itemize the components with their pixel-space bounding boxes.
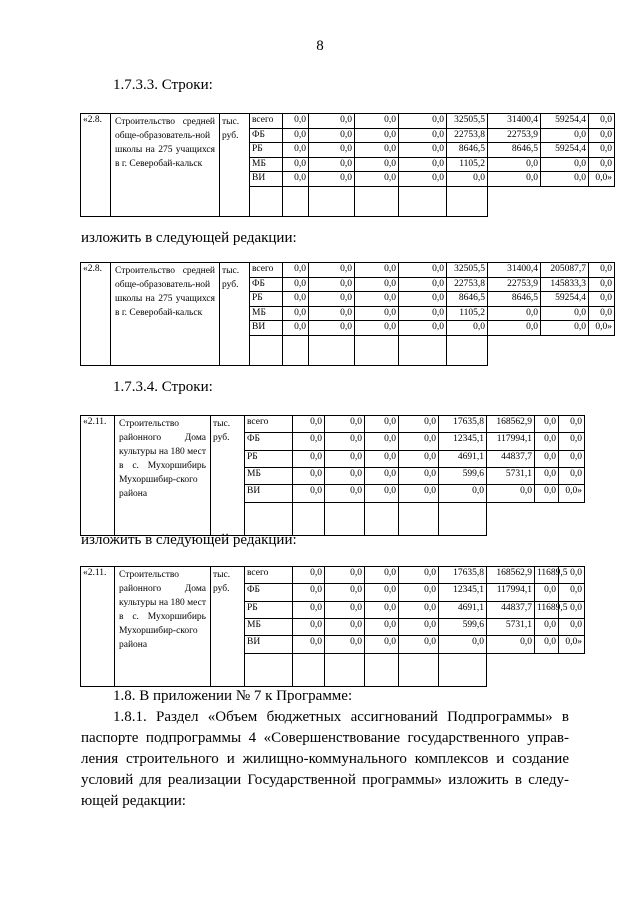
cell-value: 0,0 — [309, 277, 355, 292]
cell-value: 0,0» — [559, 485, 585, 502]
cell-value: 31400,4 — [488, 263, 541, 278]
cell-value: 11689,5 — [535, 601, 559, 618]
cell-value: 0,0 — [559, 433, 585, 450]
cell-value: 0,0 — [399, 601, 439, 618]
table-filler-row — [81, 653, 585, 686]
cell-value: 0,0 — [589, 263, 615, 278]
budget-table-2-8-new — [80, 262, 615, 366]
cell-value: 11689,5 — [535, 567, 559, 584]
cell-value: 0,0 — [541, 128, 589, 143]
cell-value: 0,0 — [325, 618, 365, 635]
cell-desc: Строительство средней обще-образователь-ной школы на 275 учащихся в г. Северобай-кальск — [111, 114, 220, 187]
empty-cell — [365, 502, 399, 535]
budget-table-2-8-old — [80, 113, 615, 217]
empty-cell — [293, 653, 325, 686]
replacement-note-1: изложить в следующей редакции: — [81, 230, 297, 246]
cell-source: МБ — [250, 157, 283, 172]
cell-value: 0,0 — [447, 172, 488, 187]
empty-cell — [211, 502, 245, 535]
cell-value: 0,0 — [399, 450, 439, 467]
cell-value: 0,0 — [293, 450, 325, 467]
cell-value: 0,0 — [293, 485, 325, 502]
cell-value: 0,0 — [589, 306, 615, 321]
cell-source: ВИ — [250, 321, 283, 336]
empty-cell — [115, 502, 211, 535]
cell-value: 8646,5 — [447, 143, 488, 158]
empty-cell — [325, 653, 365, 686]
cell-value: 0,0 — [365, 416, 399, 433]
cell-value: 0,0 — [365, 618, 399, 635]
cell-value: 0,0 — [325, 416, 365, 433]
cell-value: 0,0 — [399, 636, 439, 653]
cell-value: 0,0 — [293, 618, 325, 635]
cell-value: 0,0 — [309, 128, 355, 143]
section-heading-1-7-3-4: 1.7.3.4. Строки: — [113, 379, 213, 395]
empty-cell — [355, 186, 399, 216]
cell-value: 0,0 — [399, 172, 447, 187]
cell-num: «2.11. — [81, 416, 115, 503]
cell-num: «2.11. — [81, 567, 115, 654]
cell-value: 0,0 — [355, 114, 399, 129]
section-heading-1-7-3-3: 1.7.3.3. Строки: — [113, 77, 213, 93]
cell-value: 0,0 — [309, 172, 355, 187]
cell-value: 0,0 — [535, 485, 559, 502]
cell-value: 205087,7 — [541, 263, 589, 278]
cell-desc: Строительство средней обще-образователь-ной школы на 275 учащихся в г. Северобай-кальск — [111, 263, 220, 336]
cell-value: 17635,8 — [439, 416, 487, 433]
cell-value: 0,0 — [293, 601, 325, 618]
budget-table-2-11-old — [80, 415, 585, 536]
cell-value: 44837,7 — [487, 450, 535, 467]
cell-value: 0,0 — [355, 306, 399, 321]
cell-value: 0,0 — [309, 114, 355, 129]
cell-value: 0,0 — [325, 636, 365, 653]
cell-value: 22753,8 — [447, 277, 488, 292]
cell-value: 0,0 — [325, 485, 365, 502]
cell-source: РБ — [250, 143, 283, 158]
empty-cell — [439, 502, 487, 535]
budget-table-2-11-new — [80, 566, 585, 687]
cell-value: 168562,9 — [487, 416, 535, 433]
cell-source: всего — [245, 416, 293, 433]
cell-value: 117994,1 — [487, 584, 535, 601]
cell-value: 0,0 — [309, 292, 355, 307]
cell-value: 0,0 — [283, 277, 309, 292]
empty-cell — [250, 186, 283, 216]
empty-cell — [220, 186, 250, 216]
cell-source: ФБ — [250, 277, 283, 292]
paragraph-1-8: 1.8. В приложении № 7 к Программе: — [113, 688, 353, 704]
cell-source: всего — [250, 114, 283, 129]
empty-cell — [211, 653, 245, 686]
cell-value: 145833,3 — [541, 277, 589, 292]
cell-value: 0,0 — [355, 128, 399, 143]
cell-source: МБ — [245, 467, 293, 484]
cell-value: 0,0 — [535, 467, 559, 484]
cell-num: «2.8. — [81, 114, 111, 187]
cell-source: ФБ — [245, 433, 293, 450]
cell-value: 0,0 — [559, 467, 585, 484]
cell-value: 0,0 — [283, 114, 309, 129]
cell-value: 0,0 — [365, 601, 399, 618]
cell-value: 0,0 — [283, 172, 309, 187]
cell-value: 0,0 — [535, 618, 559, 635]
cell-unit: тыс. руб. — [211, 567, 245, 654]
cell-value: 0,0 — [365, 584, 399, 601]
cell-value: 0,0 — [399, 292, 447, 307]
cell-value: 0,0 — [293, 467, 325, 484]
cell-value: 0,0 — [365, 485, 399, 502]
cell-value: 0,0 — [399, 433, 439, 450]
cell-value: 0,0 — [309, 143, 355, 158]
cell-value: 0,0 — [399, 567, 439, 584]
cell-value: 599,6 — [439, 618, 487, 635]
cell-value: 0,0 — [541, 306, 589, 321]
cell-value: 5731,1 — [487, 618, 535, 635]
cell-unit: тыс. руб. — [220, 263, 250, 336]
cell-value: 17635,8 — [439, 567, 487, 584]
cell-value: 0,0 — [399, 321, 447, 336]
empty-cell — [399, 186, 447, 216]
empty-cell — [81, 335, 111, 365]
cell-value: 0,0 — [399, 306, 447, 321]
cell-desc: Строительство районного Дома культуры на 180 мест в с. Мухоршибирь Мухоршибир-ского района — [115, 567, 211, 654]
cell-value: 0,0 — [589, 114, 615, 129]
empty-cell — [447, 186, 488, 216]
cell-value: 0,0 — [559, 618, 585, 635]
empty-cell — [309, 186, 355, 216]
cell-value: 0,0 — [293, 636, 325, 653]
empty-cell — [250, 335, 283, 365]
cell-value: 0,0 — [365, 433, 399, 450]
cell-value: 0,0 — [325, 601, 365, 618]
cell-desc: Строительство районного Дома культуры на 180 мест в с. Мухоршибирь Мухоршибир-ского района — [115, 416, 211, 503]
cell-value: 31400,4 — [488, 114, 541, 129]
table-filler-row — [81, 335, 615, 365]
cell-value: 0,0 — [283, 263, 309, 278]
cell-value: 0,0 — [399, 416, 439, 433]
cell-value: 599,6 — [439, 467, 487, 484]
empty-cell — [399, 653, 439, 686]
cell-value: 0,0 — [309, 263, 355, 278]
cell-value: 8646,5 — [488, 292, 541, 307]
cell-value: 0,0 — [399, 485, 439, 502]
cell-value: 0,0 — [283, 143, 309, 158]
cell-value: 0,0 — [399, 618, 439, 635]
empty-cell — [447, 335, 488, 365]
cell-value: 0,0 — [325, 467, 365, 484]
cell-value: 0,0 — [399, 114, 447, 129]
cell-value: 0,0 — [399, 157, 447, 172]
cell-value: 4691,1 — [439, 601, 487, 618]
cell-value: 0,0 — [293, 433, 325, 450]
cell-value: 0,0 — [283, 128, 309, 143]
cell-source: ВИ — [250, 172, 283, 187]
cell-source: ВИ — [245, 636, 293, 653]
cell-value: 0,0 — [399, 584, 439, 601]
cell-value: 5731,1 — [487, 467, 535, 484]
cell-value: 0,0 — [541, 321, 589, 336]
cell-value: 0,0 — [309, 321, 355, 336]
cell-value: 0,0 — [535, 584, 559, 601]
cell-value: 117994,1 — [487, 433, 535, 450]
cell-value: 0,0 — [309, 306, 355, 321]
table-filler-row — [81, 186, 615, 216]
empty-cell — [439, 653, 487, 686]
cell-value: 0,0 — [365, 636, 399, 653]
cell-value: 59254,4 — [541, 292, 589, 307]
empty-cell — [365, 653, 399, 686]
cell-source: ФБ — [250, 128, 283, 143]
cell-source: всего — [250, 263, 283, 278]
cell-source: ВИ — [245, 485, 293, 502]
cell-source: РБ — [245, 450, 293, 467]
cell-source: РБ — [245, 601, 293, 618]
empty-cell — [399, 335, 447, 365]
cell-value: 0,0» — [559, 636, 585, 653]
cell-value: 0,0 — [541, 172, 589, 187]
cell-value: 168562,9 — [487, 567, 535, 584]
paragraph-1-8-1: 1.8.1. Раздел «Объем бюджетных ассигнований Подпрограммы» в паспорте подпрограммы 4 «Совершенствование государственного управ-ления строительного и жилищно-коммунального комплексов и создание условий для реализации Государственной программы» изложить в следу-ющей редакции: — [81, 709, 569, 809]
cell-value: 0,0» — [589, 172, 615, 187]
cell-value: 4691,1 — [439, 450, 487, 467]
cell-value: 0,0 — [488, 172, 541, 187]
cell-value: 0,0 — [488, 306, 541, 321]
body-text — [81, 686, 569, 812]
empty-cell — [293, 502, 325, 535]
cell-value: 59254,4 — [541, 114, 589, 129]
cell-value: 0,0 — [535, 416, 559, 433]
empty-cell — [115, 653, 211, 686]
cell-source: всего — [245, 567, 293, 584]
empty-cell — [245, 502, 293, 535]
cell-value: 0,0 — [293, 584, 325, 601]
cell-value: 0,0 — [488, 157, 541, 172]
cell-value: 0,0 — [283, 157, 309, 172]
cell-value: 0,0 — [439, 636, 487, 653]
cell-value: 22753,9 — [488, 128, 541, 143]
cell-value: 0,0 — [293, 416, 325, 433]
cell-value: 0,0 — [365, 450, 399, 467]
cell-value: 0,0 — [399, 467, 439, 484]
cell-source: РБ — [250, 292, 283, 307]
cell-value: 0,0 — [355, 263, 399, 278]
cell-value: 0,0 — [487, 485, 535, 502]
cell-value: 0,0 — [365, 467, 399, 484]
cell-value: 0,0 — [589, 157, 615, 172]
cell-value: 44837,7 — [487, 601, 535, 618]
cell-source: ФБ — [245, 584, 293, 601]
cell-value: 0,0 — [559, 450, 585, 467]
cell-value: 0,0 — [559, 567, 585, 584]
cell-value: 0,0 — [589, 292, 615, 307]
empty-cell — [81, 186, 111, 216]
cell-value: 12345,1 — [439, 433, 487, 450]
replacement-note-2: изложить в следующей редакции: — [81, 532, 297, 548]
cell-value: 0,0 — [439, 485, 487, 502]
cell-value: 0,0 — [355, 321, 399, 336]
cell-value: 0,0 — [325, 433, 365, 450]
cell-value: 0,0 — [355, 172, 399, 187]
cell-value: 0,0» — [589, 321, 615, 336]
cell-value: 0,0 — [487, 636, 535, 653]
cell-value: 0,0 — [559, 601, 585, 618]
empty-cell — [111, 335, 220, 365]
cell-num: «2.8. — [81, 263, 111, 336]
empty-cell — [283, 335, 309, 365]
table-filler-row — [81, 502, 585, 535]
cell-unit: тыс. руб. — [211, 416, 245, 503]
empty-cell — [309, 335, 355, 365]
cell-value: 0,0 — [559, 416, 585, 433]
cell-value: 8646,5 — [488, 143, 541, 158]
cell-value: 0,0 — [399, 128, 447, 143]
cell-source: МБ — [250, 306, 283, 321]
table-row — [81, 416, 585, 433]
cell-value: 0,0 — [541, 157, 589, 172]
cell-value: 8646,5 — [447, 292, 488, 307]
empty-cell — [81, 502, 115, 535]
cell-value: 0,0 — [325, 567, 365, 584]
cell-value: 12345,1 — [439, 584, 487, 601]
cell-value: 0,0 — [447, 321, 488, 336]
empty-cell — [245, 653, 293, 686]
cell-value: 0,0 — [535, 450, 559, 467]
cell-value: 32505,5 — [447, 263, 488, 278]
cell-value: 0,0 — [325, 584, 365, 601]
table-row — [81, 567, 585, 584]
empty-cell — [399, 502, 439, 535]
cell-value: 0,0 — [355, 143, 399, 158]
cell-value: 0,0 — [283, 321, 309, 336]
cell-value: 0,0 — [399, 143, 447, 158]
cell-value: 32505,5 — [447, 114, 488, 129]
cell-value: 0,0 — [293, 567, 325, 584]
cell-value: 59254,4 — [541, 143, 589, 158]
cell-value: 0,0 — [355, 157, 399, 172]
cell-value: 0,0 — [365, 567, 399, 584]
empty-cell — [283, 186, 309, 216]
table-row — [81, 263, 615, 278]
cell-value: 0,0 — [589, 277, 615, 292]
empty-cell — [81, 653, 115, 686]
cell-value: 0,0 — [535, 636, 559, 653]
cell-value: 0,0 — [559, 584, 585, 601]
cell-value: 22753,8 — [447, 128, 488, 143]
table-row — [81, 114, 615, 129]
empty-cell — [111, 186, 220, 216]
empty-cell — [325, 502, 365, 535]
empty-cell — [220, 335, 250, 365]
cell-value: 0,0 — [399, 277, 447, 292]
cell-value: 0,0 — [309, 157, 355, 172]
cell-value: 1105,2 — [447, 306, 488, 321]
cell-source: МБ — [245, 618, 293, 635]
cell-value: 1105,2 — [447, 157, 488, 172]
cell-value: 0,0 — [283, 306, 309, 321]
cell-value: 22753,9 — [488, 277, 541, 292]
cell-value: 0,0 — [355, 277, 399, 292]
empty-cell — [355, 335, 399, 365]
cell-value: 0,0 — [399, 263, 447, 278]
cell-value: 0,0 — [589, 128, 615, 143]
cell-value: 0,0 — [325, 450, 365, 467]
cell-value: 0,0 — [535, 433, 559, 450]
cell-value: 0,0 — [355, 292, 399, 307]
cell-value: 0,0 — [488, 321, 541, 336]
page-number: 8 — [316, 38, 324, 54]
cell-value: 0,0 — [283, 292, 309, 307]
cell-unit: тыс. руб. — [220, 114, 250, 187]
cell-value: 0,0 — [589, 143, 615, 158]
